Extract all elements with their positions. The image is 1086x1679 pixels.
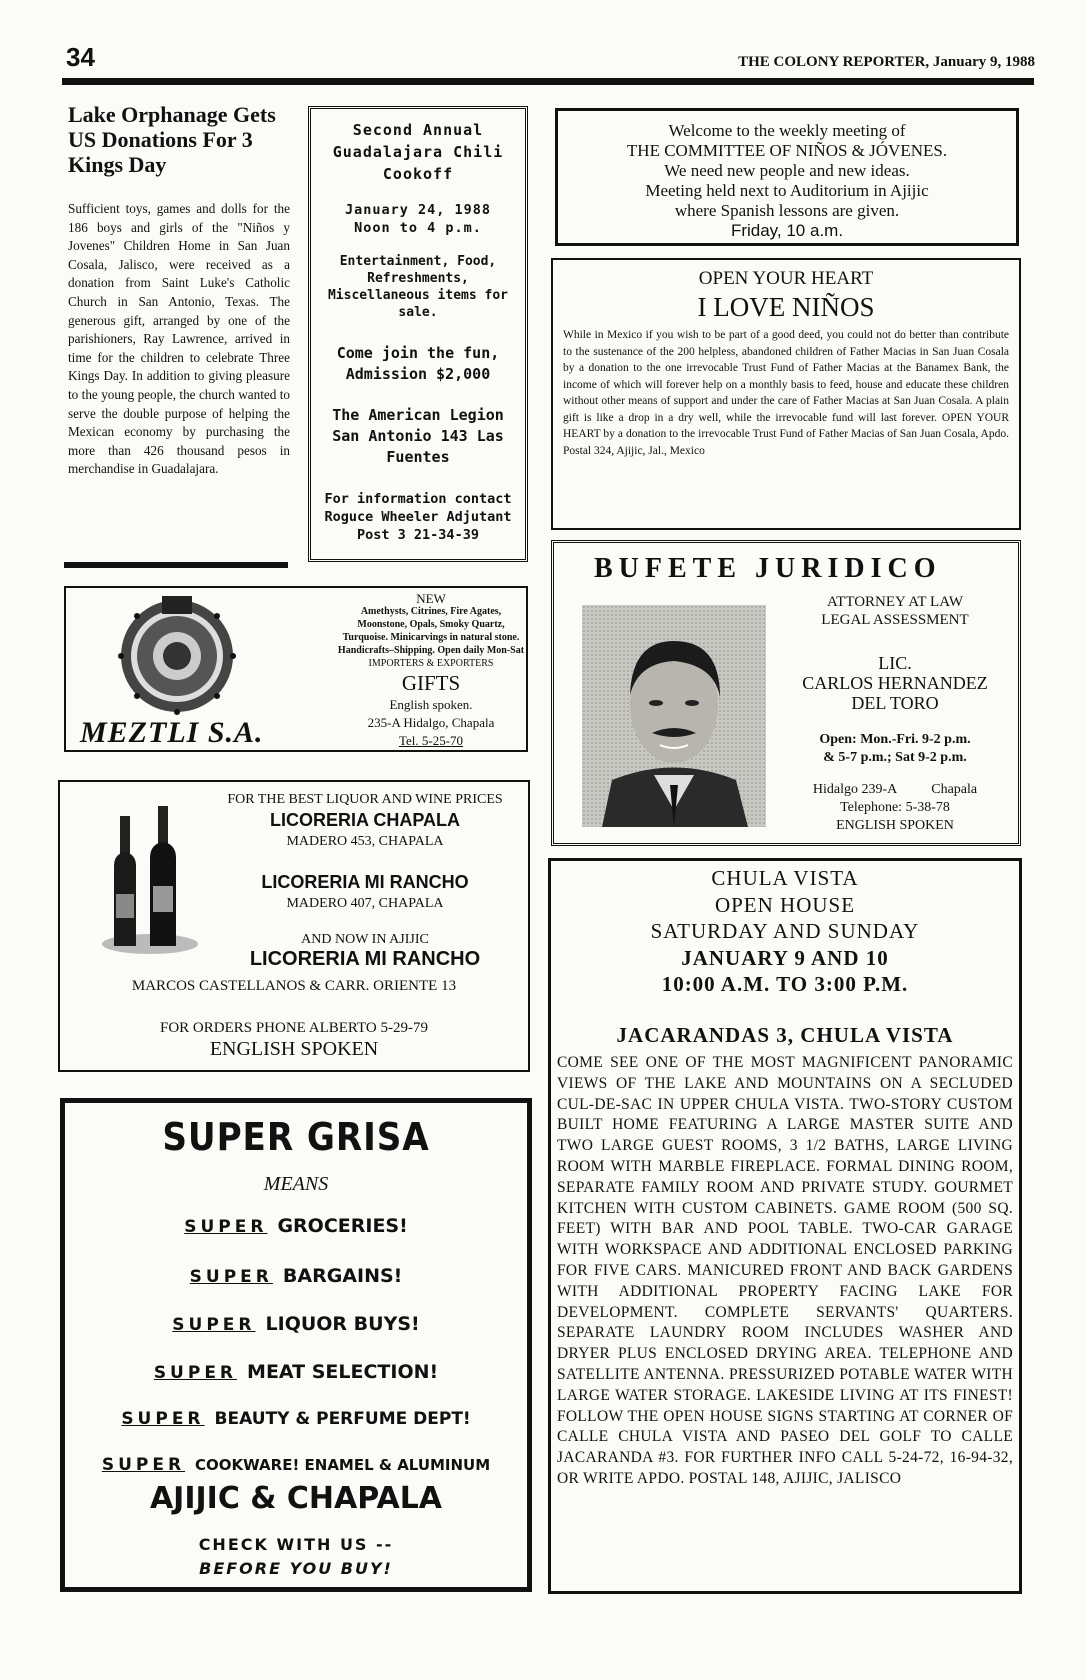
- chula-line-4: JANUARY 9 AND 10: [681, 945, 889, 970]
- portrait-svg: [582, 605, 766, 827]
- licoreria-ad: [58, 780, 530, 1072]
- chula-line-3: SATURDAY AND SUNDAY: [650, 919, 920, 943]
- grisa-line-3: [65, 1313, 527, 1335]
- bufete-contact: [780, 781, 1010, 835]
- chili-date-block: [317, 201, 519, 237]
- meztli-details: [336, 592, 526, 750]
- chula-line-1: CHULA VISTA: [711, 866, 859, 890]
- chula-line-2: OPEN HOUSE: [714, 892, 856, 917]
- bufete-city: Chapala: [931, 782, 978, 797]
- grisa-super-6: SUPER: [101, 1455, 186, 1475]
- grisa-line-1: [65, 1215, 527, 1237]
- wine-bottles-icon: [100, 806, 200, 956]
- page-number: 34: [66, 42, 95, 72]
- welcome-line-1: Welcome to the weekly meeting of: [668, 121, 906, 140]
- grisa-super-1: SUPER: [184, 1217, 268, 1237]
- aztec-calendar-logo-icon: [112, 596, 242, 716]
- bufete-address: Hidalgo 239-A: [812, 782, 898, 797]
- meztli-importers: IMPORTERS & EXPORTERS: [368, 658, 494, 669]
- grisa-item-5: BEAUTY & PERFUME DEPT!: [214, 1409, 471, 1429]
- grisa-check: CHECK WITH US --: [198, 1535, 394, 1554]
- chula-header: [551, 865, 1019, 998]
- meztli-new: NEW: [416, 591, 446, 606]
- heart-body: While in Mexico if you wish to be part of a good deed, you could not do better than contribute to the sustenance of the 200 helpless, abandoned children of Father Macias in San Juan Cosala by a donation to the one irrevocable Trust Fund of Father Macias at the Banamex Bank, the income of which will forever help on a monthly basis to feed, house and educate these children without other means of support and under the care of Father Macias at San Juan Cosala. A plain gift is like a drop in a dry well, while the irrevocable fund will last forever. OPEN YOUR HEART by a donation to the irrevocable Trust Fund of Father Macias of San Juan Cosala, Apdo. Postal 324, Ajijic, Jal., Mexico: [563, 329, 1009, 457]
- meztli-gifts: GIFTS: [401, 671, 461, 695]
- grisa-means: MEANS: [263, 1173, 329, 1195]
- chula-subhead: JACARANDAS 3, CHULA VISTA: [616, 1023, 954, 1047]
- grisa-line-4: [65, 1361, 527, 1383]
- heart-headline-2: I LOVE NIÑOS: [697, 292, 875, 322]
- bufete-juridico-ad: [551, 540, 1021, 846]
- attorney-portrait-photo: [582, 605, 766, 827]
- bufete-name-2: DEL TORO: [851, 693, 939, 713]
- lic-now: AND NOW IN AJIJIC: [301, 932, 429, 947]
- lic-address-3: MARCOS CASTELLANOS & CARR. ORIENTE 13: [131, 978, 457, 994]
- chili-join: Come join the fun,: [336, 344, 500, 362]
- chili-join-block: [317, 343, 519, 385]
- lic-address-1: MADERO 453, CHAPALA: [286, 834, 444, 849]
- chula-body: COME SEE ONE OF THE MOST MAGNIFICENT PANORAMIC VIEWS OF THE LAKE AND MOUNTAINS ON A SECLUDED CUL-DE-SAC IN UPPER CHULA VISTA. TWO-STORY CUSTOM BUILT HOME FEATURING A LARGE MASTER SUITE AND TWO LARGE GUEST ROOMS, 3 1/2 BATHS, LARGE LIVING ROOM WITH MARBLE FIREPLACE. FORMAL DINING ROOM, SEPARATE FAMILY ROOM AND PRIVATE STUDY. GOURMET KITCHEN WITH CUSTOM CABINETS. GAME ROOM (500 SQ. FEET) WITH BAR AND POOL TABLE. TWO-CAR GARAGE WITH WORKSPACE AND ADDITIONAL ENCLOSED PARKING FOR FIVE CARS. MANICURED FRONT AND BACK GARDENS WITH ADDITIONAL PROPERTY FACING LAKE FOR DEVELOPMENT. COMPLETE SERVANTS' QUARTERS. SEPARATE LAUNDRY ROOM INCLUDES WASHER AND DRYER PLUS ENCLOSED DRYING AREA. TELEPHONE AND SATELLITE ANTENNA. PRESSURIZED POTABLE WATER WITH LARGE WATER STORAGE. LAKESIDE LIVING AT ITS FINEST! FOLLOW THE OPEN HOUSE SIGNS STARTING AT CORNER OF CALLE CHULA VISTA AND PASEO DEL GOLF TO CALLE JACARANDA #3. FOR FURTHER INFO CALL 5-24-72, 16-94-32, OR WRITE APDO. POSTAL 148, AJIJIC, JALISCO: [557, 1054, 1013, 1487]
- heart-headline-1: OPEN YOUR HEART: [698, 268, 874, 289]
- article-bottom-rule: [64, 562, 288, 568]
- bufete-attorney-name: [780, 653, 1010, 713]
- grisa-line-6: [65, 1455, 527, 1475]
- grisa-item-3: LIQUOR BUYS!: [265, 1313, 420, 1335]
- chili-cookoff-ad: [308, 106, 528, 562]
- bufete-english: ENGLISH SPOKEN: [836, 818, 954, 833]
- meztli-stones: Amethysts, Citrines, Fire Agates, Moonstone, Opals, Smoky Quartz, Turquoise. Minicarvings in natural stone. Handicrafts–Shipping. Open daily Mon-Sat: [337, 606, 525, 656]
- bufete-title: BUFETE JURIDICO: [594, 553, 942, 584]
- lic-store-3: LICORERIA MI RANCHO: [249, 948, 481, 970]
- chula-vista-open-house-ad: [548, 858, 1022, 1594]
- open-your-heart-ad: [551, 258, 1021, 530]
- chili-time: Noon to 4 p.m.: [354, 220, 482, 236]
- bufete-address-line: [780, 781, 1010, 799]
- bufete-sub-1: ATTORNEY AT LAW: [826, 594, 964, 610]
- bufete-lic: LIC.: [878, 653, 912, 673]
- lic-intro: FOR THE BEST LIQUOR AND WINE PRICES: [227, 792, 503, 807]
- meztli-logo-text: MEZTLI S.A.: [80, 716, 264, 749]
- grisa-super-4: SUPER: [153, 1363, 238, 1383]
- lic-store-2: LICORERIA MI RANCHO: [261, 872, 469, 892]
- grisa-line-2: [65, 1265, 527, 1287]
- grisa-title: SUPER GRISA: [162, 1115, 430, 1159]
- grisa-before: BEFORE YOU BUY!: [199, 1559, 393, 1578]
- welcome-line-6: Friday, 10 a.m.: [730, 221, 844, 240]
- grisa-item-1: GROCERIES!: [277, 1215, 408, 1237]
- bufete-sub-2: LEGAL ASSESSMENT: [821, 612, 969, 628]
- grisa-super-3: SUPER: [172, 1315, 256, 1335]
- bufete-name-1: CARLOS HERNANDEZ: [802, 673, 988, 693]
- chili-admission: Admission $2,000: [345, 365, 491, 383]
- chula-line-5: 10:00 A.M. TO 3:00 P.M.: [661, 972, 909, 996]
- welcome-meeting-ad: [555, 108, 1019, 246]
- grisa-super-5: SUPER: [121, 1409, 205, 1429]
- chili-host: The American Legion San Antonio 143 Las Fuentes: [332, 406, 504, 466]
- grisa-item-2: BARGAINS!: [282, 1265, 403, 1287]
- grisa-line-5: [65, 1409, 527, 1429]
- chili-contact: For information contact Roguce Wheeler Adjutant Post 3 21-34-39: [324, 491, 512, 543]
- masthead: THE COLONY REPORTER, January 9, 1988: [738, 54, 1035, 70]
- meztli-tel: Tel. 5-25-70: [398, 733, 464, 748]
- welcome-line-5: where Spanish lessons are given.: [674, 201, 900, 220]
- bufete-hours-2: & 5-7 p.m.; Sat 9-2 p.m.: [823, 750, 967, 765]
- meztli-gifts-ad: [64, 586, 528, 752]
- grisa-super-2: SUPER: [189, 1267, 273, 1287]
- top-rule: [62, 78, 1034, 85]
- grisa-location: AJIJIC & CHAPALA: [149, 1481, 443, 1516]
- bufete-hours-1: Open: Mon.-Fri. 9-2 p.m.: [819, 732, 971, 747]
- grisa-item-4: MEAT SELECTION!: [247, 1361, 439, 1383]
- super-grisa-ad: [60, 1098, 532, 1592]
- meztli-english: English spoken.: [389, 697, 473, 712]
- lic-english: ENGLISH SPOKEN: [209, 1038, 379, 1060]
- lic-store-1: LICORERIA CHAPALA: [270, 810, 460, 830]
- welcome-line-4: Meeting held next to Auditorium in Ajijic: [645, 181, 929, 200]
- chili-title: Second Annual Guadalajara Chili Cookoff: [332, 121, 504, 183]
- article-body: Sufficient toys, games and dolls for the 186 boys and girls of the "Niños y Jovenes" Children Home in San Juan Cosala, Jalisco, were received as a donation from Saint Luke's Catholic Church in San Antonio, Texas. The generous gift, arranged by one of the parishioners, Ray Lawrence, arrived in time for the children to celebrate Three Kings Day. In addition to giving pleasure to the young people, the church wanted to serve the double purpose of helping the Mexican economy by purchasing the more than 426 thousand pesos in merchandise in Guadalajara.: [68, 201, 290, 477]
- bufete-phone: Telephone: 5-38-78: [840, 800, 950, 815]
- chili-offer: Entertainment, Food, Refreshments, Miscellaneous items for sale.: [327, 254, 508, 320]
- welcome-line-3: We need new people and new ideas.: [664, 161, 910, 180]
- grisa-item-6: COOKWARE! ENAMEL & ALUMINUM: [195, 1456, 491, 1474]
- chili-date: January 24, 1988: [344, 202, 492, 218]
- grisa-tagline: [65, 1533, 527, 1581]
- lic-address-2: MADERO 407, CHAPALA: [286, 896, 444, 911]
- bufete-hours: [780, 731, 1010, 767]
- bufete-services: [780, 563, 1010, 629]
- lic-orders: FOR ORDERS PHONE ALBERTO 5-29-79: [159, 1020, 428, 1036]
- meztli-address: 235-A Hidalgo, Chapala: [367, 715, 495, 730]
- welcome-line-2: THE COMMITTEE OF NIÑOS & JÓVENES.: [626, 141, 948, 160]
- article-title: Lake Orphanage Gets US Donations For 3 Kings Day: [68, 102, 276, 177]
